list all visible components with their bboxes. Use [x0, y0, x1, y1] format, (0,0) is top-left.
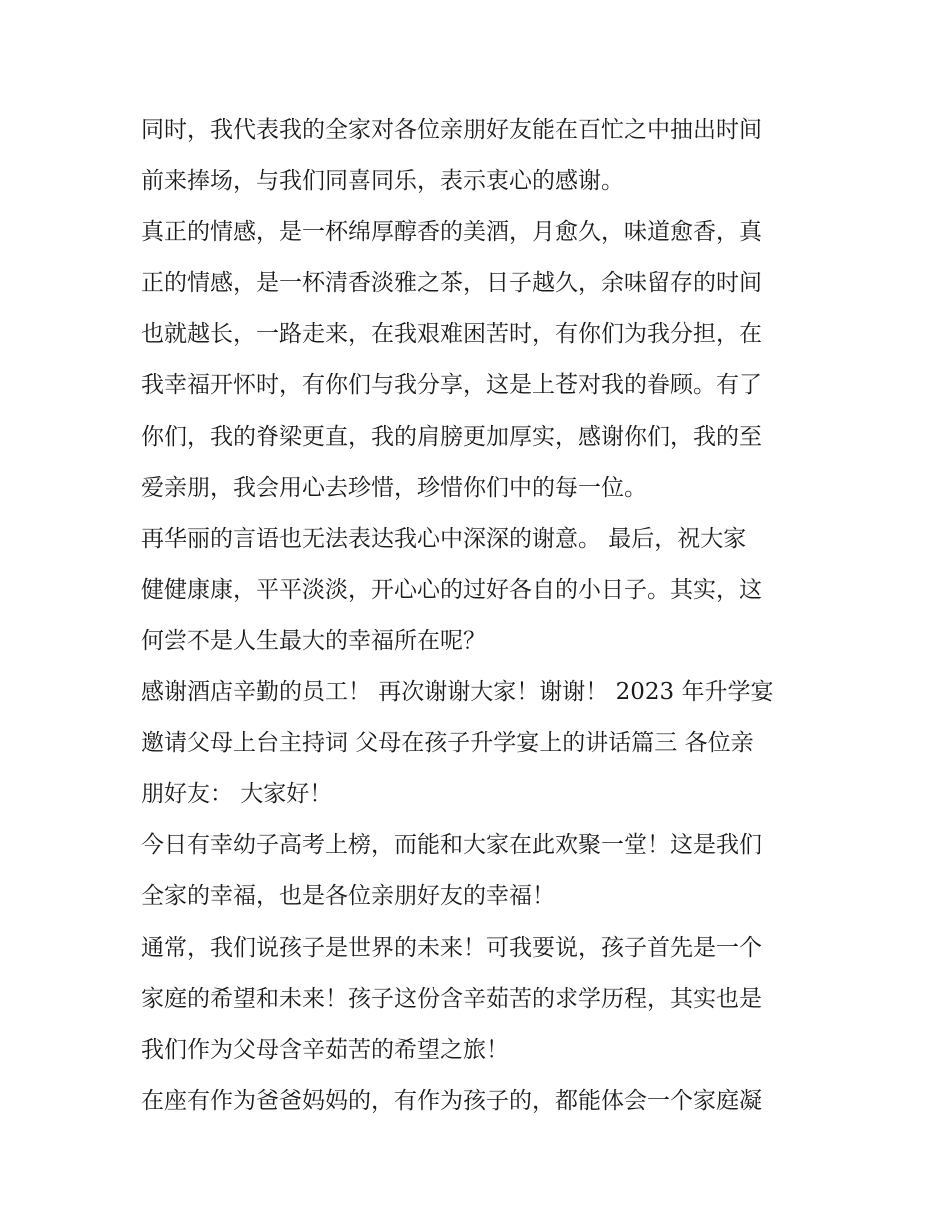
text-line: 也就越长，一路走来，在我艰难困苦时，有你们为我分担，在 [141, 321, 762, 348]
text-line: 前来捧场，与我们同喜同乐，表示衷心的感谢。 [141, 168, 624, 195]
text-line: 我们作为父母含辛茹苦的希望之旅！ [141, 1036, 509, 1063]
text-line: 通常，我们说孩子是世界的未来！可我要说，孩子首先是一个 [141, 934, 762, 961]
text-line: 朋好友： 大家好！ [141, 781, 333, 808]
text-line: 真正的情感，是一杯绵厚醇香的美酒，月愈久，味道愈香，真 [141, 219, 762, 246]
text-line: 家庭的希望和未来！孩子这份含辛茹苦的求学历程，其实也是 [141, 985, 762, 1012]
text-line: 爱亲朋，我会用心去珍惜，珍惜你们中的每一位。 [141, 474, 647, 501]
text-line: 在座有作为爸爸妈妈的，有作为孩子的，都能体会一个家庭凝 [141, 1087, 762, 1114]
text-line: 全家的幸福，也是各位亲朋好友的幸福！ [141, 883, 555, 910]
text-line: 今日有幸幼子高考上榜，而能和大家在此欢聚一堂！这是我们 [141, 832, 762, 859]
text-line: 邀请父母上台主持词 父母在孩子升学宴上的讲话篇三 各位亲 [141, 730, 754, 757]
text-line: 我幸福开怀时，有你们与我分享，这是上苍对我的眷顾。有了 [141, 372, 762, 399]
text-line: 健健康康，平平淡淡，开心心的过好各自的小日子。其实，这 [141, 576, 762, 603]
text-line: 正的情感，是一杯清香淡雅之茶，日子越久，余味留存的时间 [141, 270, 762, 297]
text-line: 你们，我的脊梁更直，我的肩膀更加厚实，感谢你们，我的至 [141, 423, 762, 450]
text-line: 何尝不是人生最大的幸福所在呢？ [141, 627, 486, 654]
text-line: 同时，我代表我的全家对各位亲朋好友能在百忙之中抽出时间 [141, 117, 762, 143]
text-line: 再华丽的言语也无法表达我心中深深的谢意。 最后，祝大家 [141, 525, 747, 552]
document-body-text [141, 105, 813, 1127]
text-line: 感谢酒店辛勤的员工！ 再次谢谢大家！谢谢！ 2023 年升学宴 [141, 679, 774, 706]
